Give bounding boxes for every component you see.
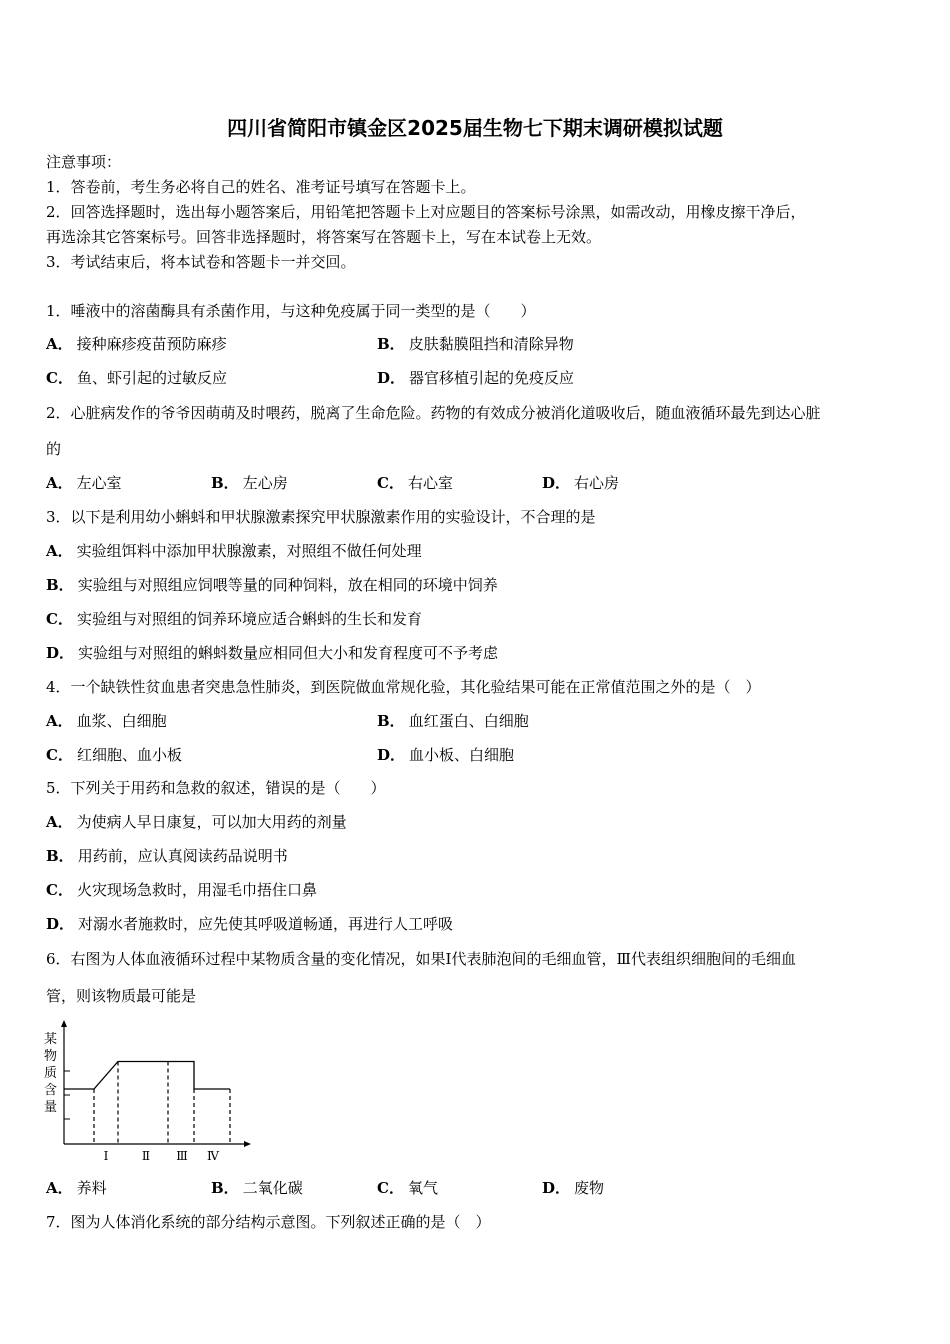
notice-item: 1．答卷前，考生务必将自己的姓名、准考证号填写在答题卡上。 — [46, 178, 476, 196]
x-tick-label: Ⅳ — [207, 1149, 219, 1163]
option-d[interactable]: D． 废物 — [542, 1179, 605, 1197]
chart-tick-labels — [104, 1149, 220, 1163]
option-d[interactable]: D． 对溺水者施救时，应先使其呼吸道畅通，再进行人工呼吸 — [46, 915, 454, 933]
option-c[interactable]: C． 实验组与对照组的饲养环境应适合蝌蚪的生长和发育 — [46, 610, 422, 628]
option-b[interactable]: B． 左心房 — [211, 474, 288, 492]
notice-heading: 注意事项： — [46, 153, 122, 171]
question-stem: 4．一个缺铁性贫血患者突患急性肺炎，到医院做血常规化验，其化验结果可能在正常值范围之外的是（ ） — [46, 678, 761, 696]
option-b[interactable]: B． 皮肤黏膜阻挡和清除异物 — [377, 335, 574, 353]
option-b[interactable]: B． 实验组与对照组应饲喂等量的同种饲料，放在相同的环境中饲养 — [46, 576, 498, 594]
option-b[interactable]: B． 二氧化碳 — [211, 1179, 303, 1197]
option-d[interactable]: D． 血小板、白细胞 — [377, 746, 515, 764]
option-a[interactable]: A． 血浆、白细胞 — [46, 712, 167, 730]
option-a[interactable]: A． 实验组饵料中添加甲状腺激素，对照组不做任何处理 — [46, 542, 422, 560]
option-a[interactable]: A． 左心室 — [46, 474, 122, 492]
option-c[interactable]: C． 氧气 — [377, 1179, 438, 1197]
option-b[interactable]: B． 用药前，应认真阅读药品说明书 — [46, 847, 288, 865]
option-a[interactable]: A． 接种麻疹疫苗预防麻疹 — [46, 335, 227, 353]
question-stem: 6．右图为人体血液循环过程中某物质含量的变化情况，如果Ⅰ代表肺泡间的毛细血管，Ⅲ代表组织细胞间的毛细血 — [46, 950, 796, 968]
question-stem: 3．以下是利用幼小蝌蚪和甲状腺激素探究甲状腺激素作用的实验设计，不合理的是 — [46, 508, 596, 526]
question-stem: 2．心脏病发作的爷爷因萌萌及时喂药，脱离了生命危险。药物的有效成分被消化道吸收后，随血液循环最先到达心脏 — [46, 404, 821, 422]
notice-item: 2．回答选择题时，选出每小题答案后，用铅笔把答题卡上对应题目的答案标号涂黑，如需改动，用橡皮擦干净后， — [46, 203, 806, 221]
x-tick-label: Ⅲ — [176, 1149, 188, 1163]
series-line — [64, 1062, 230, 1090]
option-a[interactable]: A． 为使病人早日康复，可以加大用药的剂量 — [46, 813, 347, 831]
option-c[interactable]: C． 红细胞、血小板 — [46, 746, 182, 764]
option-d[interactable]: D． 右心房 — [542, 474, 620, 492]
question-stem: 5．下列关于用药和急救的叙述，错误的是（ ） — [46, 779, 386, 797]
question-stem-cont: 管，则该物质最可能是 — [46, 987, 197, 1005]
question-stem: 7．图为人体消化系统的部分结构示意图。下列叙述正确的是（ ） — [46, 1213, 491, 1231]
option-c[interactable]: C． 右心室 — [377, 474, 453, 492]
option-b[interactable]: B． 血红蛋白、白细胞 — [377, 712, 529, 730]
x-tick-label: Ⅰ — [103, 1149, 109, 1163]
notice-item: 3．考试结束后，将本试卷和答题卡一并交回。 — [46, 253, 356, 271]
question-stem: 1．唾液中的溶菌酶具有杀菌作用，与这种免疫属于同一类型的是（ ） — [46, 302, 536, 320]
option-d[interactable]: D． 实验组与对照组的蝌蚪数量应相同但大小和发育程度可不予考虑 — [46, 644, 499, 662]
y-axis-arrow — [61, 1020, 67, 1027]
x-tick-label: Ⅱ — [141, 1149, 151, 1163]
question-stem-cont: 的 — [46, 440, 62, 458]
y-axis-label: 某 物 质 含 量 — [44, 1032, 58, 1115]
substance-level-chart — [40, 1018, 260, 1166]
page-title: 四川省简阳市镇金区2025届生物七下期末调研模拟试题 — [227, 116, 723, 140]
option-a[interactable]: A． 养料 — [46, 1179, 107, 1197]
x-axis-arrow — [244, 1141, 251, 1147]
notice-item: 再选涂其它答案标号。回答非选择题时，将答案写在答题卡上，写在本试卷上无效。 — [46, 228, 602, 246]
option-d[interactable]: D． 器官移植引起的免疫反应 — [377, 369, 575, 387]
option-c[interactable]: C． 鱼、虾引起的过敏反应 — [46, 369, 227, 387]
option-c[interactable]: C． 火灾现场急救时，用湿毛巾捂住口鼻 — [46, 881, 317, 899]
chart-series — [64, 1062, 230, 1145]
